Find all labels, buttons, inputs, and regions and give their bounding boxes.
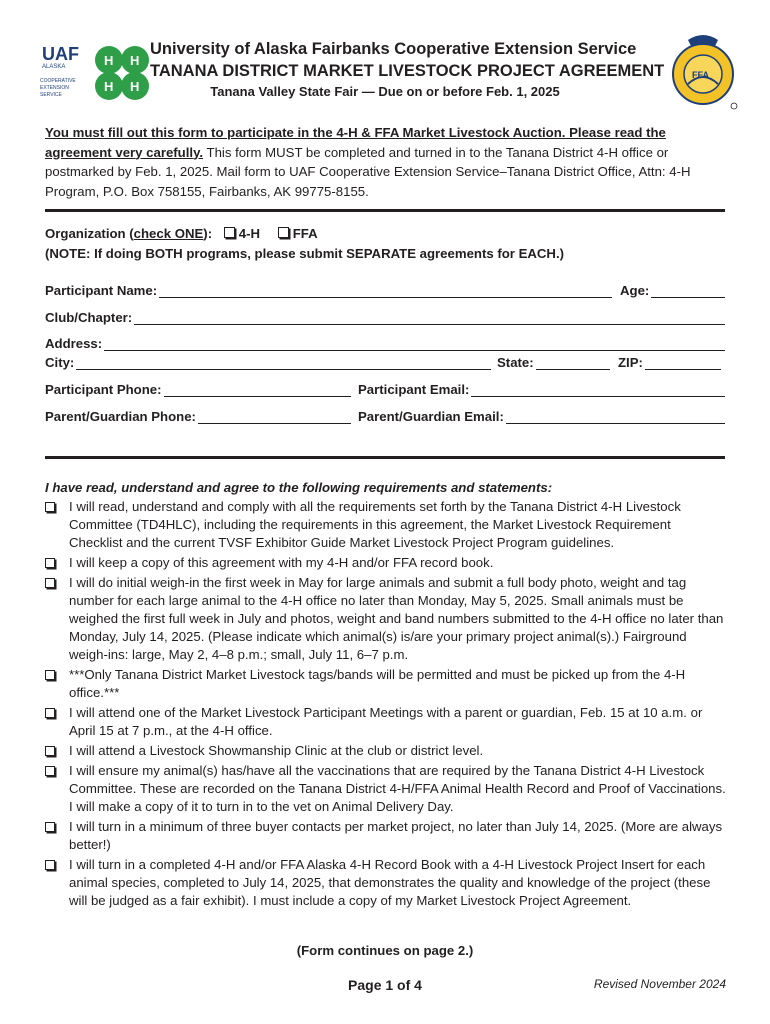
uaf-text: UAF (42, 44, 79, 64)
participant-phone-line[interactable] (164, 384, 351, 397)
requirement-checkbox[interactable] (45, 860, 55, 870)
state-line[interactable] (536, 357, 610, 370)
requirement-checkbox[interactable] (45, 502, 55, 512)
zip-line[interactable] (645, 357, 721, 370)
requirement-checkbox[interactable] (45, 766, 55, 776)
requirement-item: ***Only Tanana District Market Livestock tags/bands will be permitted and must be picked up from the 4-H office.*** (45, 666, 727, 702)
svg-text:H: H (130, 79, 140, 94)
parent-email-field[interactable]: Parent/Guardian Email: (358, 409, 725, 424)
svg-text:FFA: FFA (692, 70, 709, 80)
uaf-4h-logo (40, 38, 152, 108)
address-line[interactable] (104, 338, 725, 351)
participant-phone-field[interactable]: Participant Phone: (45, 382, 351, 397)
checkbox-4h[interactable] (224, 227, 235, 238)
requirement-item: I will attend a Livestock Showmanship Clinic at the club or district level. (45, 742, 727, 760)
address-field[interactable]: Address: (45, 336, 725, 351)
requirement-checkbox[interactable] (45, 670, 55, 680)
city-line[interactable] (76, 357, 491, 370)
club-chapter-field[interactable]: Club/Chapter: (45, 310, 725, 325)
parent-phone-field[interactable]: Parent/Guardian Phone: (45, 409, 351, 424)
page-number: Page 1 of 4 (348, 977, 422, 993)
participant-name-line[interactable] (159, 285, 612, 298)
form-continues-note: (Form continues on page 2.) (296, 943, 474, 958)
intro-paragraph (45, 123, 727, 201)
header-title: University of Alaska Fairbanks Cooperative Extension Service (150, 40, 637, 58)
participant-email-field[interactable]: Participant Email: (358, 382, 725, 397)
state-field[interactable]: State: (497, 355, 610, 370)
ffa-emblem-logo (668, 30, 738, 110)
intro-rest: This form MUST be completed and turned in to the Tanana District 4-H office or postmarked by Feb. 1, 2025. Mail form to UAF Cooperative Extension Service–Tanana District Office, Attn: 4-H Program, P.O. Box 758155, Fairbanks, AK 99775-8155. (45, 144, 691, 199)
age-field[interactable]: Age: (620, 283, 725, 298)
organization-row: Organization (check ONE): 4-H FFA (45, 226, 318, 241)
requirement-checkbox[interactable] (45, 708, 55, 718)
requirement-checkbox[interactable] (45, 822, 55, 832)
requirement-item: I will keep a copy of this agreement with my 4-H and/or FFA record book. (45, 554, 727, 572)
form-subtitle: Tanana Valley State Fair — Due on or before Feb. 1, 2025 (210, 84, 560, 99)
svg-text:H: H (104, 79, 114, 94)
requirement-item: I will do initial weigh-in the first week in May for large animals and submit a full body photo, weight and tag number for each large animal to the 4-H office no later than Monday, May 5, 2025. Small animals must be weighed the first full week in July and photos, weight and band numbers submitted to the 4-H office no later than Monday, July 14, 2025. (Please indicate which animal(s) is/are your primary project animal(s).) Fairground weigh-ins: large, May 2, 4–8 p.m.; small, July 11, 6–7 p.m. (45, 574, 727, 664)
requirement-item: I will read, understand and comply with all the requirements set forth by the Tanana District 4-H Livestock Committee (TD4HLC), including the requirements in this agreement, the Market Livestock Requirement Checklist and the current TVSF Exhibitor Guide Market Livestock Project Program guidelines. (45, 498, 727, 552)
club-line[interactable] (134, 312, 725, 325)
requirement-checkbox[interactable] (45, 578, 55, 588)
svg-text:H: H (104, 53, 114, 68)
requirement-checkbox[interactable] (45, 746, 55, 756)
option-ffa-label: FFA (292, 226, 318, 241)
divider (45, 456, 725, 459)
requirement-item: I will attend one of the Market Livestock Participant Meetings with a parent or guardian, Feb. 15 at 10 a.m. or April 15 at 7 p.m., at the 4-H office. (45, 704, 727, 740)
option-4h-label: 4-H (238, 226, 261, 241)
age-line[interactable] (651, 285, 725, 298)
parent-email-line[interactable] (506, 411, 725, 424)
requirement-checkbox[interactable] (45, 558, 55, 568)
participant-name-field[interactable]: Participant Name: (45, 283, 612, 298)
requirement-item: I will turn in a completed 4-H and/or FFA Alaska 4-H Record Book with a 4-H Livestock Project Insert for each animal species, completed to July 14, 2025, that demonstrates the quality and knowledge of the project (these will be judged as a fair exhibit). I must include a copy of my Market Livestock Project Agreement. (45, 856, 727, 910)
4h-clover-icon (95, 46, 149, 100)
organization-note: (NOTE: If doing BOTH programs, please submit SEPARATE agreements for EACH.) (45, 246, 565, 261)
svg-text:COOPERATIVE: COOPERATIVE (40, 78, 76, 84)
parent-phone-line[interactable] (198, 411, 351, 424)
divider (45, 209, 725, 212)
svg-text:SERVICE: SERVICE (40, 92, 62, 98)
svg-text:H: H (130, 53, 140, 68)
form-title: TANANA DISTRICT MARKET LIVESTOCK PROJECT AGREEMENT (150, 62, 665, 80)
alaska-text: ALASKA (42, 64, 66, 70)
svg-text:EXTENSION: EXTENSION (40, 85, 69, 91)
revision-date: Revised November 2024 (593, 977, 726, 991)
city-field[interactable]: City: (45, 355, 491, 370)
participant-email-line[interactable] (471, 384, 725, 397)
requirement-item: I will ensure my animal(s) has/have all the vaccinations that are required by the Tanana District 4-H Livestock Committee. These are recorded on the Tanana District 4-H/FFA Animal Health Record and Proof of Vaccinations. I will make a copy of it to turn in to the vet on Animal Delivery Day. (45, 762, 727, 816)
requirements-list (45, 498, 727, 912)
checkbox-ffa[interactable] (278, 227, 289, 238)
requirements-heading: I have read, understand and agree to the following requirements and statements: (45, 480, 553, 495)
intro-bold: You must fill out this form to participate in the 4-H & FFA Market Livestock Auction. Please read the agreement very carefully. (45, 125, 666, 160)
requirement-item: I will turn in a minimum of three buyer contacts per market project, no later than July 14, 2025. (More are always better!) (45, 818, 727, 854)
zip-field[interactable]: ZIP: (618, 355, 721, 370)
